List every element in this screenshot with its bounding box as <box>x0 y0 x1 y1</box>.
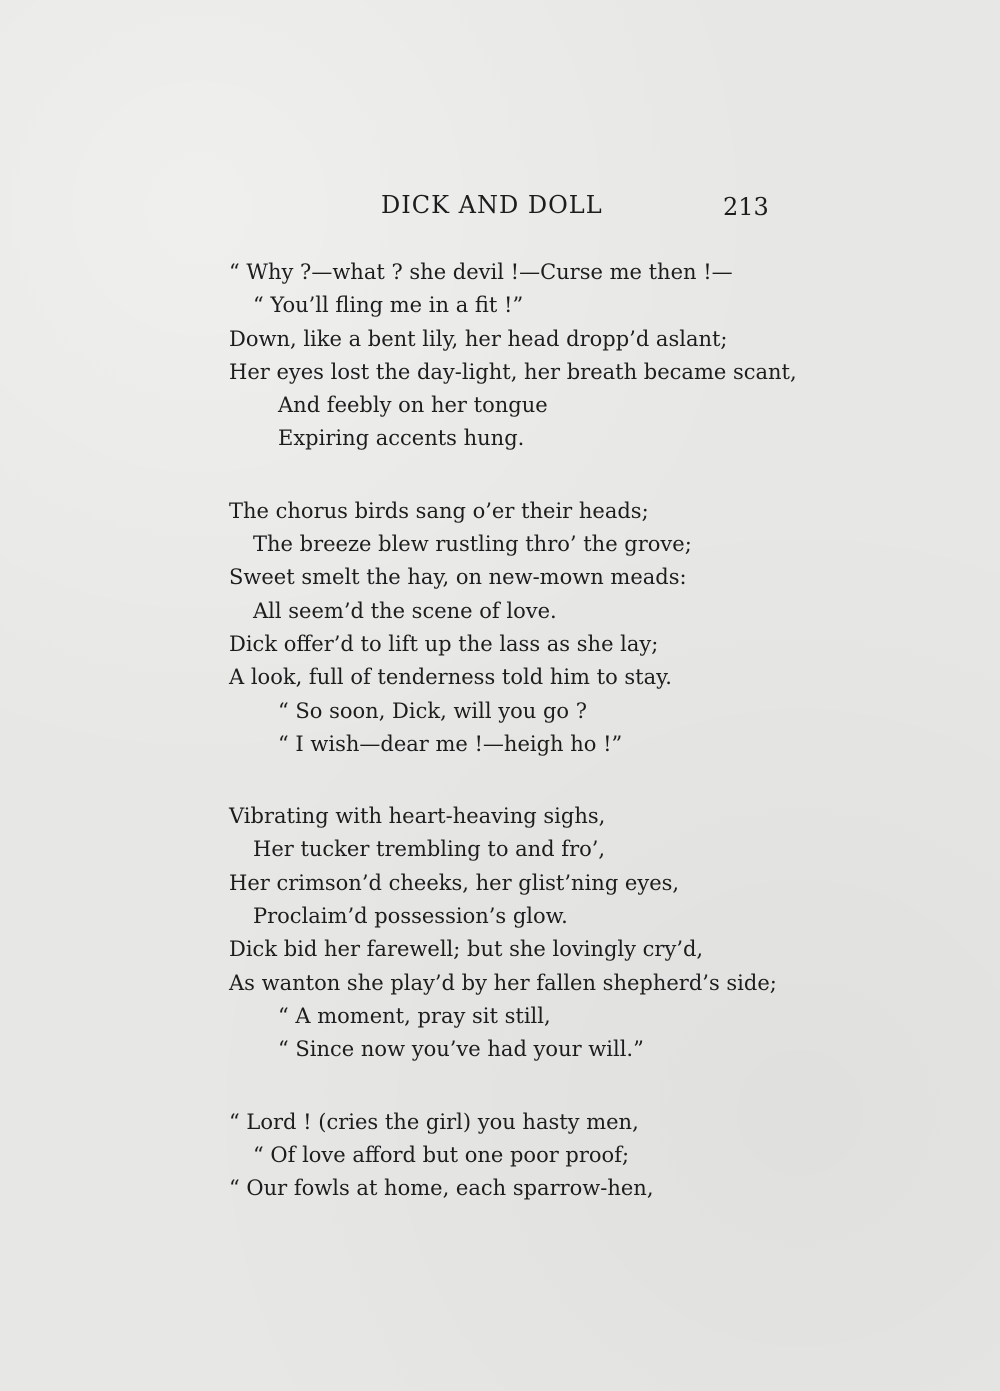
poem-body <box>229 256 797 1205</box>
poem-line: Proclaim’d possession’s glow. <box>253 904 568 929</box>
poem-line: As wanton she play’d by her fallen shepherd’s side; <box>229 970 777 995</box>
stanza-4 <box>229 1106 789 1206</box>
poem-line: Her eyes lost the day-light, her breath became scant, <box>229 359 797 384</box>
stanza-3 <box>229 800 789 1066</box>
poem-line: “ Since now you’ve had your will.” <box>278 1037 644 1062</box>
page-number: 213 <box>723 193 769 221</box>
poem-line: Expiring accents hung. <box>278 426 525 451</box>
poem-line: Dick offer’d to lift up the lass as she lay; <box>229 631 659 656</box>
stanza-2 <box>229 495 789 761</box>
poem-line: “ You’ll fling me in a fit !” <box>253 293 524 318</box>
poem-line: “ I wish—dear me !—heigh ho !” <box>278 731 623 756</box>
stanza-1 <box>229 256 797 456</box>
poem-line: Down, like a bent lily, her head dropp’d aslant; <box>229 326 728 351</box>
poem-line: “ Lord ! (cries the girl) you hasty men, <box>229 1109 639 1134</box>
poem-line: Sweet smelt the hay, on new-mown meads: <box>229 565 687 590</box>
poem-line: “ Our fowls at home, each sparrow-hen, <box>229 1176 654 1201</box>
poem-line: Her crimson’d cheeks, her glist’ning eyes, <box>229 870 680 895</box>
poem-line: “ Why ?—what ? she devil !—Curse me then !— <box>229 260 733 284</box>
poem-line: A look, full of tenderness told him to stay. <box>229 665 672 690</box>
poem-line: “ So soon, Dick, will you go ? <box>278 698 587 723</box>
poem-line: “ A moment, pray sit still, <box>278 1003 551 1028</box>
poem-line: The chorus birds sang o’er their heads; <box>229 498 649 523</box>
poem-line: Vibrating with heart-heaving sighs, <box>229 804 606 829</box>
poem-line: Her tucker trembling to and fro’, <box>253 837 606 862</box>
poem-line: All seem’d the scene of love. <box>253 598 557 623</box>
running-head-title: DICK AND DOLL <box>381 191 603 219</box>
poem-line: Dick bid her farewell; but she lovingly cry’d, <box>229 937 704 962</box>
poem-line: And feebly on her tongue <box>278 393 548 418</box>
poem-line: The breeze blew rustling thro’ the grove; <box>253 532 692 557</box>
poem-line: “ Of love afford but one poor proof; <box>253 1142 630 1167</box>
